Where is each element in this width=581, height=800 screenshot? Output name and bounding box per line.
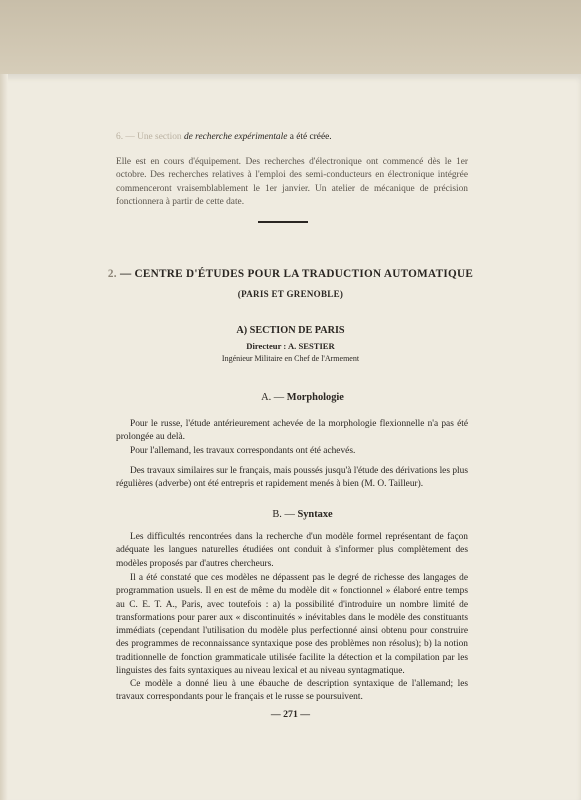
- centre-title: [0, 268, 581, 280]
- scan-top-band: [0, 0, 581, 74]
- syntaxe-heading: [12, 509, 581, 520]
- section-6-body: Elle est en cours d'équipement. Des recherches d'électronique ont commencé dès le 1er octobre. Des recherches relatives à l'emploi des semi-conducteurs en électronique intégrée commenceront vraisemblablement le 1er janvier. Un atelier de mécanique de précision fonctionnera à partir de cette date.: [116, 157, 468, 207]
- morphologie-number: A. —: [261, 392, 287, 403]
- syntaxe-p2: Il a été constaté que ces modèles ne dépassent pas le degré de richesse des langages de programmation usuels. Il en est de même du modèle dit « fonctionnel » élaboré entre temps au C. E. T. A., Paris, avec toutefois : a) la possibilité d'introduire un nombre limité de transformations pour parer aux « discontinuités » inévitables dans le modèle des constituants immédiats (cependant l'utilisation du modèle plus perfectionné ainsi obtenu pour construire des programmes de reconnaissance syntaxique pose des problèmes non résolus); b) la notion traditionnelle de fonction grammaticale utilisée facilite la détection et la compilation par les linguistes des faits syntaxiques au niveau lexical et au niveau syntagmatique.: [116, 573, 468, 677]
- morphologie-p1: Pour le russe, l'étude antérieurement achevée de la morphologie flexionnelle n'a pas été prolongée au delà.: [116, 419, 468, 443]
- morphologie-p3: Des travaux similaires sur le français, mais poussés jusqu'à l'étude des dérivations les plus régulières (adverbe) ont été entrepris et rapidement menés à bien (M. O. Tailleur).: [116, 466, 468, 490]
- morphologie-title: Morphologie: [286, 392, 344, 403]
- section-6-rest: a été créée.: [287, 132, 332, 142]
- centre-title-text: — CENTRE D'ÉTUDES POUR LA TRADUCTION AUTOMATIQUE: [116, 268, 474, 280]
- section-6-dash: — Une section: [123, 132, 184, 142]
- syntaxe-title: Syntaxe: [297, 509, 333, 520]
- centre-title-number: 2.: [107, 268, 117, 280]
- section-paris-heading: A) SECTION DE PARIS: [236, 325, 345, 336]
- director-line: [0, 341, 581, 351]
- section-6-number: 6.: [116, 132, 124, 142]
- director-title: Ingénieur Militaire en Chef de l'Armement: [221, 354, 360, 363]
- director-name: A. SESTIER: [287, 341, 335, 351]
- syntaxe-p1: Les difficultés rencontrées dans la recherche d'un modèle formel représentant de façon adéquate les langues naturelles étudiées ont conduit à s'informer plus complètement des modèles proposés par d'autres chercheurs.: [116, 532, 468, 569]
- section-6-italic: de recherche expérimentale: [183, 132, 288, 142]
- director-label: Directeur :: [246, 341, 288, 351]
- page-number: — 271 —: [270, 709, 311, 720]
- section-6-heading: [116, 131, 468, 144]
- separator-rule: [258, 221, 308, 223]
- syntaxe-number: B. —: [272, 509, 298, 520]
- centre-subtitle: (PARIS ET GRENOBLE): [237, 289, 344, 299]
- syntaxe-p3: Ce modèle a donné lieu à une ébauche de description syntaxique de l'allemand; les travaux correspondants pour le français et le russe se poursuivent.: [116, 679, 468, 703]
- morphologie-heading: [12, 392, 581, 403]
- morphologie-p2: Pour l'allemand, les travaux correspondants ont été achevés.: [130, 446, 356, 456]
